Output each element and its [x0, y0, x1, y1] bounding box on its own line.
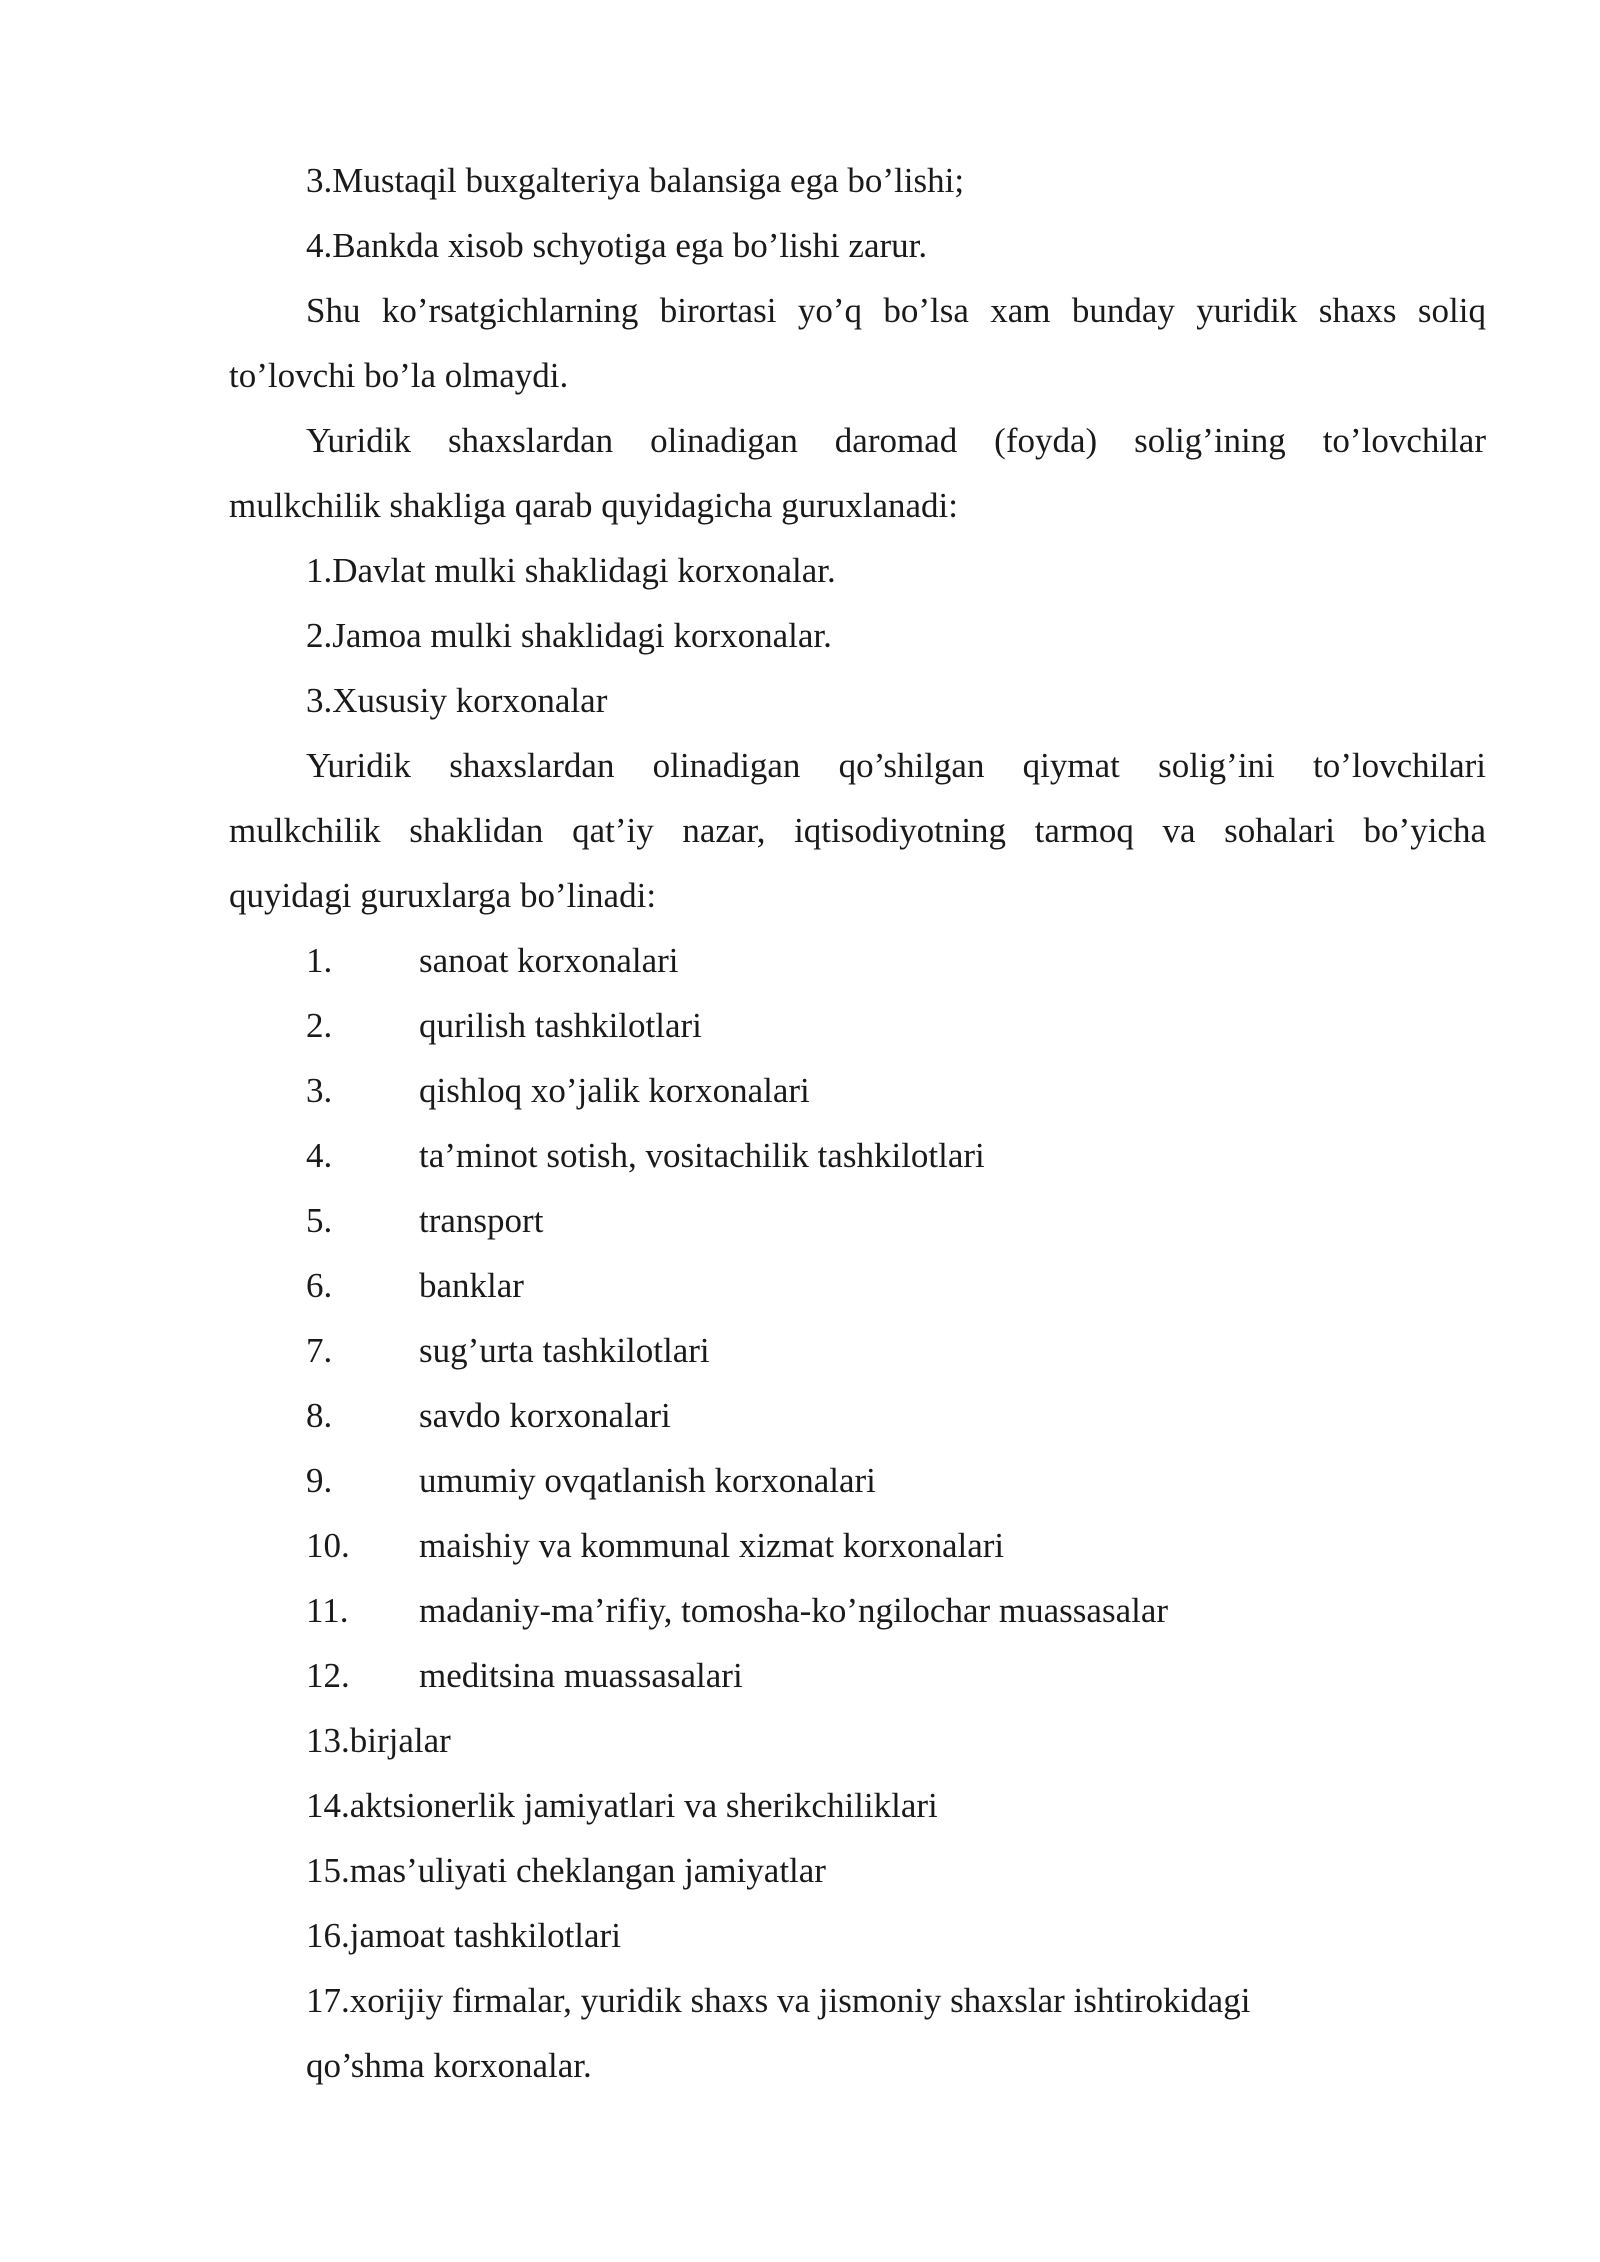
list-number: 5.: [306, 1201, 333, 1240]
list-text: maishiy va kommunal xizmat korxonalari: [419, 1526, 1005, 1565]
ownership-item: 2.Jamoa mulki shaklidagi korxonalar.: [306, 616, 832, 655]
paragraph-line: mulkchilik shaklidan qat’iy nazar, iqtisodiyotning tarmoq va sohalari bo’yicha: [229, 811, 1486, 850]
list-text: qishloq xo’jalik korxonalari: [419, 1071, 810, 1110]
list-number: 3.: [306, 1071, 333, 1110]
list-number: 2.: [306, 1006, 333, 1045]
list-item: [229, 1448, 1486, 1513]
paragraph-line: Shu ko’rsatgichlarning birortasi yo’q bo’lsa xam bunday yuridik shaxs soliq: [306, 291, 1486, 330]
list-item: 15.mas’uliyati cheklangan jamiyatlar: [306, 1851, 826, 1890]
list-number: 12.: [306, 1656, 350, 1695]
list-item: [229, 928, 1486, 993]
list-text: meditsina muassasalari: [419, 1656, 743, 1695]
document-page: [229, 148, 1486, 2098]
list-item: [229, 1383, 1486, 1448]
list-item: qo’shma korxonalar.: [306, 2046, 592, 2085]
list-number: 8.: [306, 1396, 333, 1435]
paragraph-line: Yuridik shaxslardan olinadigan daromad (foyda) solig’ining to’lovchilar: [306, 421, 1486, 460]
paragraph-line: quyidagi guruxlarga bo’linadi:: [229, 876, 657, 915]
list-number: 6.: [306, 1266, 333, 1305]
list-number: 9.: [306, 1461, 333, 1500]
item-line: 3.Mustaqil buxgalteriya balansiga ega bo’lishi;: [306, 161, 965, 200]
list-item: 14.aktsionerlik jamiyatlari va sherikchiliklari: [306, 1786, 938, 1825]
list-number: 7.: [306, 1331, 333, 1370]
numbered-list: [229, 928, 1486, 1708]
list-item: [229, 1643, 1486, 1708]
list-item: [229, 1058, 1486, 1123]
list-text: transport: [419, 1201, 544, 1240]
paragraph-line: to’lovchi bo’la olmaydi.: [229, 356, 569, 395]
ownership-item: 3.Xususiy korxonalar: [306, 681, 608, 720]
list-item: [229, 1318, 1486, 1383]
list-number: 4.: [306, 1136, 333, 1175]
list-item: 17.xorijiy firmalar, yuridik shaxs va jismoniy shaxslar ishtirokidagi: [306, 1981, 1251, 2020]
list-item: [229, 1578, 1486, 1643]
list-text: sug’urta tashkilotlari: [419, 1331, 710, 1370]
list-text: banklar: [419, 1266, 524, 1305]
list-text: qurilish tashkilotlari: [419, 1006, 702, 1045]
list-item: 13.birjalar: [306, 1721, 451, 1760]
list-text: sanoat korxonalari: [419, 941, 679, 980]
list-item: 16.jamoat tashkilotlari: [306, 1916, 621, 1955]
paragraph-line: Yuridik shaxslardan olinadigan qo’shilgan qiymat solig’ini to’lovchilari: [306, 746, 1486, 785]
list-item: [229, 993, 1486, 1058]
list-text: ta’minot sotish, vositachilik tashkilotlari: [419, 1136, 985, 1175]
list-item: [229, 1513, 1486, 1578]
list-item: [229, 1123, 1486, 1188]
paragraph-line: mulkchilik shakliga qarab quyidagicha guruxlanadi:: [229, 486, 958, 525]
list-text: madaniy-ma’rifiy, tomosha-ko’ngilochar muassasalar: [419, 1591, 1169, 1630]
item-line: 4.Bankda xisob schyotiga ega bo’lishi zarur.: [306, 226, 928, 265]
list-number: 1.: [306, 941, 333, 980]
list-text: savdo korxonalari: [419, 1396, 671, 1435]
list-item: [229, 1253, 1486, 1318]
list-number: 10.: [306, 1526, 350, 1565]
list-item: [229, 1188, 1486, 1253]
list-number: 11.: [306, 1591, 349, 1630]
list-text: umumiy ovqatlanish korxonalari: [419, 1461, 876, 1500]
ownership-item: 1.Davlat mulki shaklidagi korxonalar.: [306, 551, 836, 590]
